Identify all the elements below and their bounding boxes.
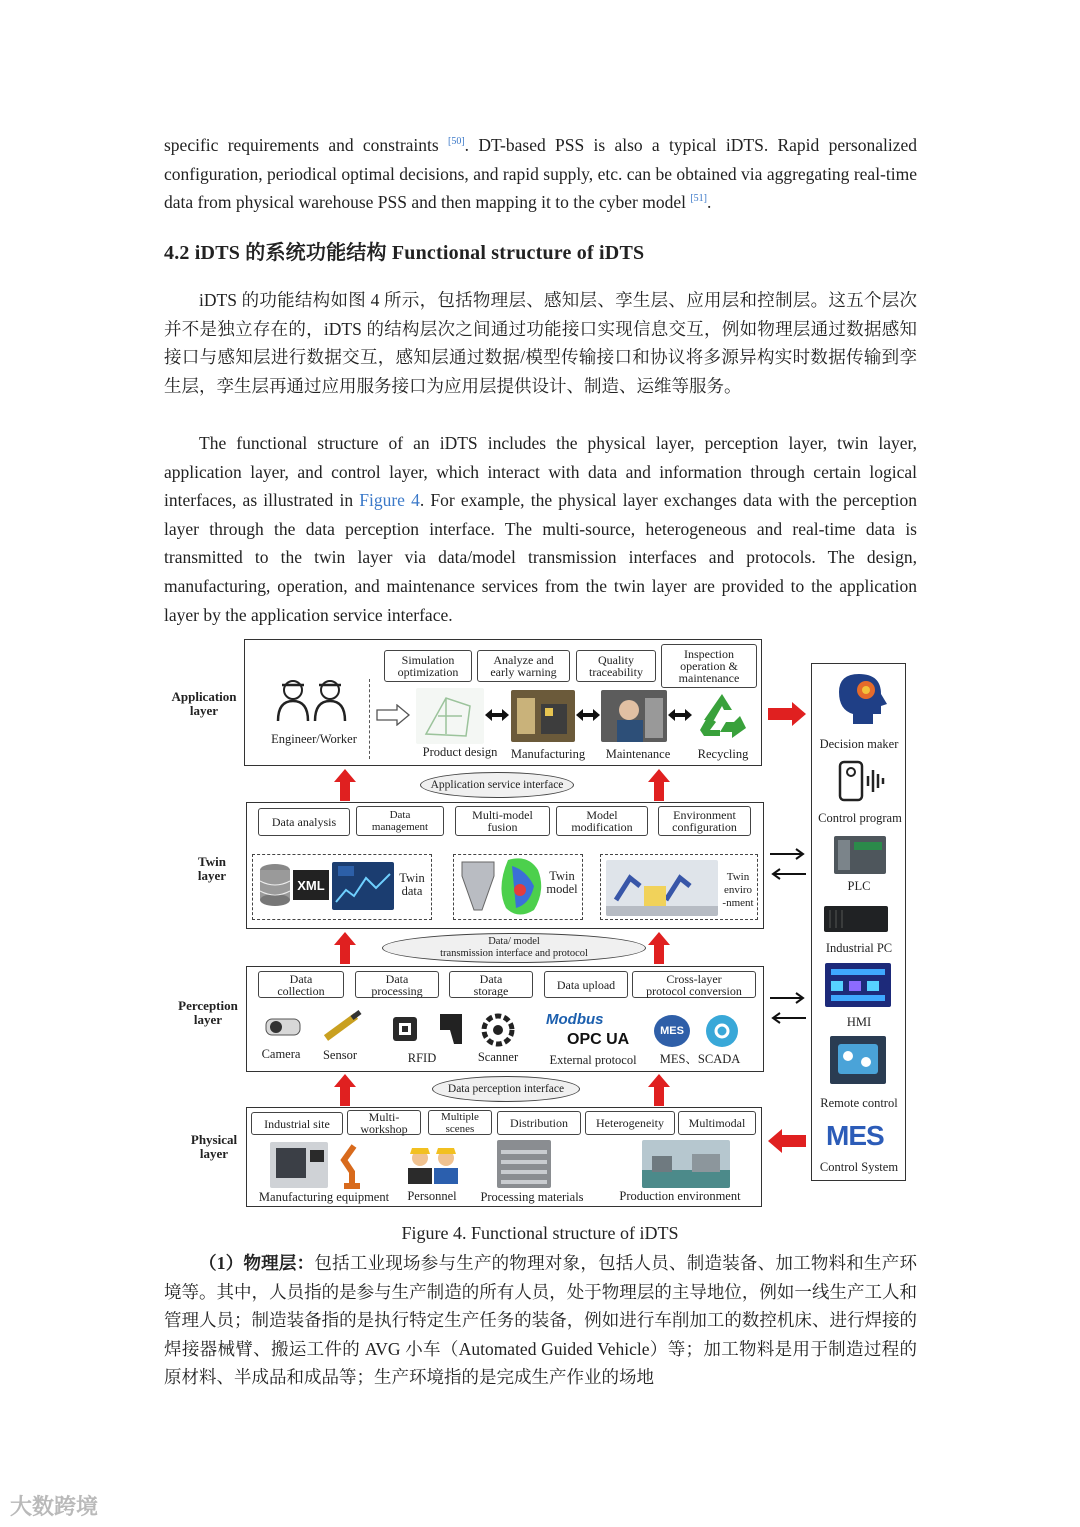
- industrial-pc-image: [824, 902, 888, 936]
- perception-layer-label: Perception layer: [178, 998, 238, 1027]
- chip-data-storage: Data storage: [449, 971, 533, 998]
- cnc-machine-image: [270, 1142, 328, 1188]
- external-protocol-label: External protocol: [549, 1053, 637, 1067]
- watermark: 大数跨境: [10, 1495, 99, 1520]
- modbus-logo: Modbus: [546, 1011, 604, 1028]
- figure-4-link[interactable]: Figure 4: [359, 490, 420, 511]
- processing-materials-label: Processing materials: [480, 1190, 584, 1204]
- processing-materials-image: [497, 1140, 551, 1188]
- up-arrow-icon: [647, 768, 671, 802]
- twin-model-label: Twin model: [546, 869, 578, 896]
- manufacturing-image: [511, 690, 575, 742]
- robot-arm-icon: [334, 1140, 368, 1190]
- hmi-image: [825, 963, 891, 1007]
- chip-industrial-site: Industrial site: [251, 1112, 343, 1135]
- recycling-label: Recycling: [697, 747, 749, 761]
- figure-caption: Figure 4. Functional structure of iDTS: [401, 1223, 679, 1243]
- chip-simulation: Simulation optimization: [384, 650, 472, 682]
- database-icon: [258, 863, 292, 909]
- personnel-label: Personnel: [407, 1189, 457, 1203]
- rfid-label: RFID: [407, 1051, 437, 1065]
- camera-icon: [262, 1013, 306, 1043]
- control-program-label: Control program: [818, 811, 902, 825]
- bidirectional-arrow-icon: [768, 990, 808, 1026]
- chip-data-management: Data management: [356, 806, 444, 836]
- twin-layer-label: Twin layer: [197, 854, 227, 883]
- chip-distribution: Distribution: [497, 1111, 581, 1135]
- mes-control-logo: MES: [826, 1120, 884, 1151]
- rfid-icon: [390, 1014, 420, 1044]
- intro-paragraph: specific requirements and constraints [50]. DT-based PSS is also a typical iDTS. Rapid personalized configuration, periodical optimal decisions, and rapid supply, etc. can be obtained via aggregating real-time data from physical warehouse PSS and then mapping it to the cyber model [51].: [164, 135, 917, 213]
- left-red-arrow-icon: [767, 1128, 807, 1154]
- plc-image: [834, 836, 886, 874]
- maintenance-image: [601, 690, 667, 742]
- right-red-arrow-icon: [767, 701, 807, 727]
- chip-multi-workshop: Multi- workshop: [347, 1110, 421, 1135]
- chinese-paragraph: iDTS 的功能结构如图 4 所示，包括物理层、感知层、孪生层、应用层和控制层。这五个层次并不是独立存在的，iDTS 的结构层次之间通过功能接口实现信息交互，例如物理层通过数据感知接口与感知层进行数据交互，感知层通过数据/模型传输接口和协议将多源异构实时数据传输到孪生层，孪生层再通过应用服务接口为应用层提供设计、制造、运维等服务。: [164, 290, 917, 396]
- data-visual-image: [332, 862, 394, 910]
- control-system-label: Control System: [819, 1160, 899, 1174]
- twin-environment-label: Twin enviro -nment: [722, 871, 754, 909]
- production-environment-image: [642, 1140, 730, 1188]
- manufacturing-equipment-label: Manufacturing equipment: [258, 1190, 390, 1204]
- scanner-icon: [478, 1012, 518, 1048]
- camera-label: Camera: [261, 1047, 301, 1061]
- double-arrow-icon: [667, 708, 693, 722]
- twin-data-label: Twin data: [399, 871, 425, 898]
- remote-control-label: Remote control: [820, 1096, 898, 1110]
- chip-model-modification: Model modification: [556, 806, 648, 836]
- double-arrow-icon: [575, 708, 601, 722]
- worker-label: Engineer/Worker: [271, 732, 357, 746]
- industrial-pc-label: Industrial PC: [825, 941, 893, 955]
- application-service-interface: Application service interface: [420, 772, 574, 798]
- remote-control-image: [830, 1036, 886, 1084]
- arrow-right-icon: [375, 704, 411, 726]
- product-design-label: Product design: [422, 745, 498, 759]
- chip-multiple-scenes: Multiple scenes: [428, 1110, 492, 1135]
- chip-quality: Quality traceability: [576, 650, 656, 682]
- production-environment-label: Production environment: [619, 1189, 741, 1203]
- citation-51: [51]: [690, 193, 708, 205]
- application-layer-label: Application layer: [171, 689, 237, 718]
- up-arrow-icon: [333, 1073, 357, 1107]
- fluid-model-icon: [498, 856, 544, 918]
- sensor-icon: [322, 1010, 366, 1044]
- chip-data-upload: Data upload: [544, 971, 628, 998]
- chip-inspection: Inspection operation & maintenance: [661, 644, 757, 688]
- decision-maker-icon: [833, 670, 887, 726]
- chip-multi-model: Multi-model fusion: [455, 806, 550, 836]
- mes-logo: MES: [654, 1015, 690, 1047]
- scada-icon: [704, 1013, 740, 1049]
- personnel-icon: [402, 1144, 464, 1184]
- chip-multimodal: Multimodal: [678, 1111, 756, 1135]
- mes-scada-label: MES、SCADA: [659, 1052, 741, 1066]
- section-heading: 4.2 iDTS 的系统功能结构 Functional structure of iDTS: [164, 242, 645, 264]
- twin-environment-image: [606, 860, 718, 916]
- chip-data-processing: Data processing: [355, 971, 439, 998]
- up-arrow-icon: [647, 1073, 671, 1107]
- sensor-label: Sensor: [322, 1048, 358, 1062]
- bidirectional-arrow-icon: [768, 846, 808, 882]
- maintenance-label: Maintenance: [605, 747, 671, 761]
- hmi-label: HMI: [846, 1015, 872, 1029]
- chip-environment: Environment configuration: [658, 806, 751, 836]
- plc-label: PLC: [847, 879, 871, 893]
- data-model-transmission-interface: Data/ model transmission interface and protocol: [382, 933, 646, 963]
- hopper-model-icon: [458, 858, 498, 916]
- chip-heterogeneity: Heterogeneity: [585, 1111, 675, 1135]
- up-arrow-icon: [333, 931, 357, 965]
- double-arrow-icon: [484, 708, 510, 722]
- chip-cross-layer: Cross-layer protocol conversion: [632, 971, 756, 998]
- recycling-icon: [696, 690, 748, 740]
- physical-layer-paragraph: （1）物理层：包括工业现场参与生产的物理对象，包括人员、制造装备、加工物料和生产环境等。其中，人员指的是参与生产制造的所有人员，处于物理层的主导地位，例如一线生产工人和管理人员；制造装备指的是执行特定生产任务的装备，例如进行车削加工的数控机床、进行焊接的焊接器械臂、搬运工件的 AVG 小车（Automated Guided Vehicle）等；加工物料是用于制造过程的原材料、半成品和成品等；生产环境指的是完成生产作业的场地: [164, 1253, 918, 1388]
- engineer-worker-icon: [268, 673, 358, 723]
- up-arrow-icon: [333, 768, 357, 802]
- chip-analyze: Analyze and early warning: [477, 650, 570, 682]
- rfid-reader-icon: [436, 1008, 466, 1052]
- citation-50: [50]: [448, 136, 465, 147]
- english-paragraph: The functional structure of an iDTS includes the physical layer, perception layer, twin layer, application layer, and control layer, which interact with data and information through certain logical interfaces, as illustrated in Figure 4. For example, the physical layer exchanges data with the perception layer through the data perception interface. The multi-source, heterogeneous and real-time data is transmitted to the twin layer via data/model transmission interfaces and protocols. The design, manufacturing, operation, and maintenance services from the twin layer are provided to the application layer by the application service interface.: [164, 433, 917, 625]
- up-arrow-icon: [647, 931, 671, 965]
- opc-ua-logo: OPC UA: [567, 1031, 630, 1048]
- manufacturing-label: Manufacturing: [510, 747, 586, 761]
- chip-data-collection: Data collection: [258, 971, 344, 998]
- product-design-image: [416, 688, 484, 744]
- xml-icon: XML: [293, 870, 329, 900]
- control-program-icon: [836, 760, 886, 802]
- physical-layer-label: Physical layer: [190, 1132, 238, 1161]
- chip-data-analysis: Data analysis: [258, 808, 350, 836]
- scanner-label: Scanner: [477, 1050, 519, 1064]
- data-perception-interface: Data perception interface: [432, 1076, 580, 1102]
- decision-maker-label: Decision maker: [819, 737, 899, 751]
